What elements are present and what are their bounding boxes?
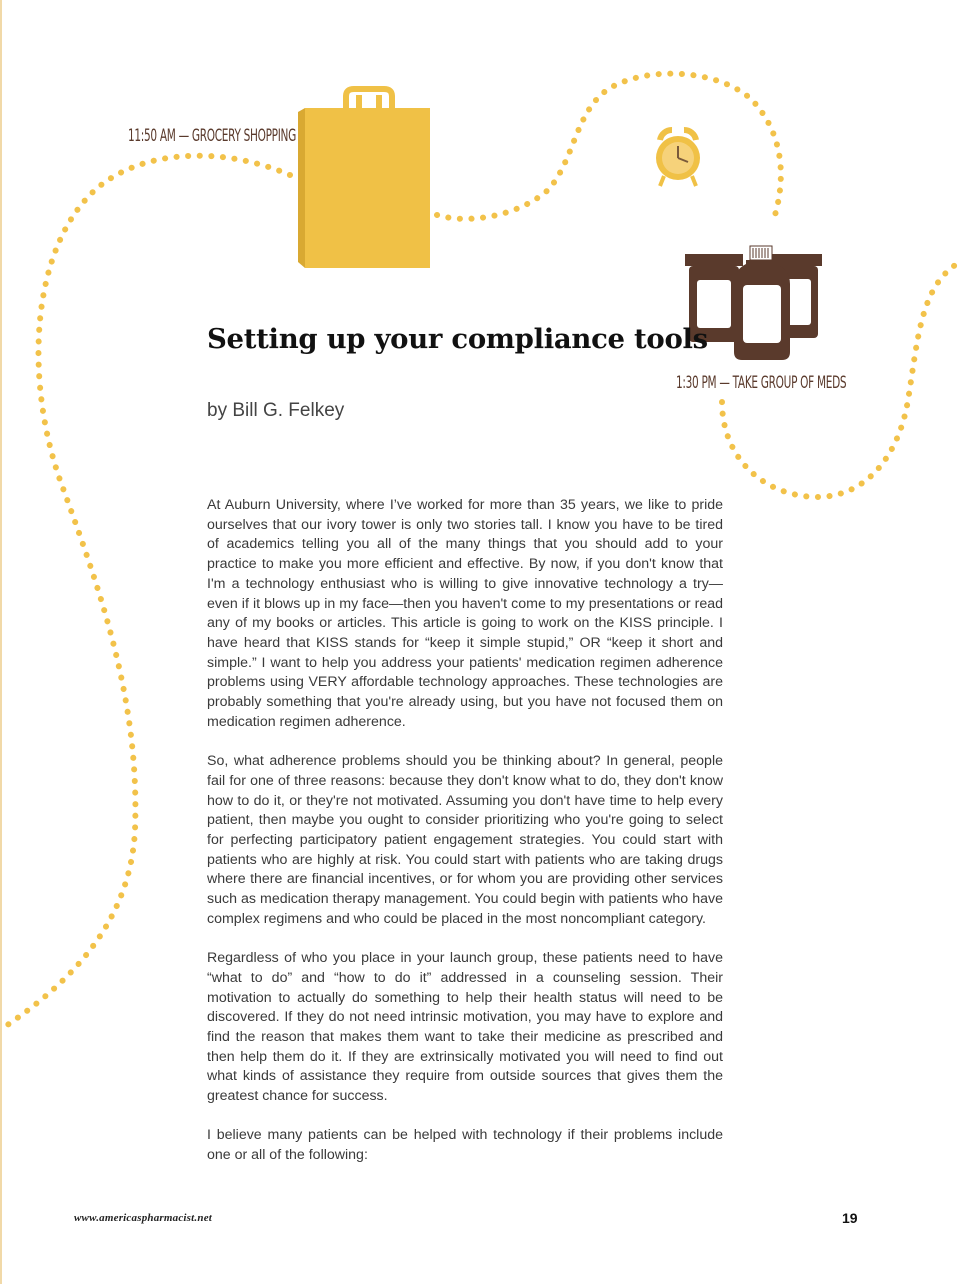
dotted-path-top (437, 74, 781, 219)
page-number: 19 (842, 1210, 858, 1226)
article-body (207, 496, 723, 1186)
body-paragraph: Regardless of who you place in your launch group, these patients need to have “what to do” and “how to do it” addressed in a counseling session. Their motivation to actually do something to help their health status will need to be discovered. If they do not need intrinsic motivation, you may have to explore and find the reason that makes them want to take their medicine as prescribed and then help them do it. If they are extrinsically motivated you will need to find out what kinds of assistance they require from outside sources that gives them the greatest chance for success. (207, 950, 723, 1105)
footer-url: www.americaspharmacist.net (74, 1212, 213, 1224)
body-paragraph: I believe many patients can be helped with technology if their problems include one or all of the following: (207, 1127, 723, 1164)
body-paragraph: So, what adherence problems should you be thinking about? In general, people fail for one of three reasons: because they don't know what to do, they don't know how to do it, or they're not motivated. Assuming you don't have time to help every patient, then maybe you ought to consider prioritizing who you're going to select for perfecting participatory patient engagement strategies. You could start with patients who are highly at risk. You could start with patients who are taking drugs where there are financial incentives, or for whom you are providing other services such as medication therapy management. You could begin with patients who have complex regimens and who could be placed in the most noncompliant category. (207, 753, 723, 927)
article-title: Setting up your compliance tools (207, 323, 708, 355)
alarm-clock-icon (656, 130, 700, 186)
article-byline: by Bill G. Felkey (207, 400, 345, 421)
grocery-bag-icon (298, 89, 430, 268)
meds-time-label: 1:30 PM — TAKE GROUP OF MEDS (676, 373, 847, 393)
grocery-time-label: 11:50 AM — GROCERY SHOPPING (128, 126, 296, 146)
body-paragraph: At Auburn University, where I’ve worked for more than 35 years, we like to pride ourselves that our ivory tower is only two stories tall. I know you have to be tired of academics telling you all of the many things that you should add to your practice to make you more efficient and effective. By now, if you don't know that I'm a technology enthusiast who is willing to give innovative technology a try—even if it blows up in my face—then you haven't come to my presentations or read any of my books or articles. This article is going to work on the KISS principle. I have heard that KISS stands for “keep it simple stupid,” OR “keep it short and simple.” I want to help you address your patients' medication regimen adherence problems using VERY affordable technology approaches. These technologies are probably something that you're already using, but you have not focused them on medication regimen adherence. (207, 497, 723, 730)
